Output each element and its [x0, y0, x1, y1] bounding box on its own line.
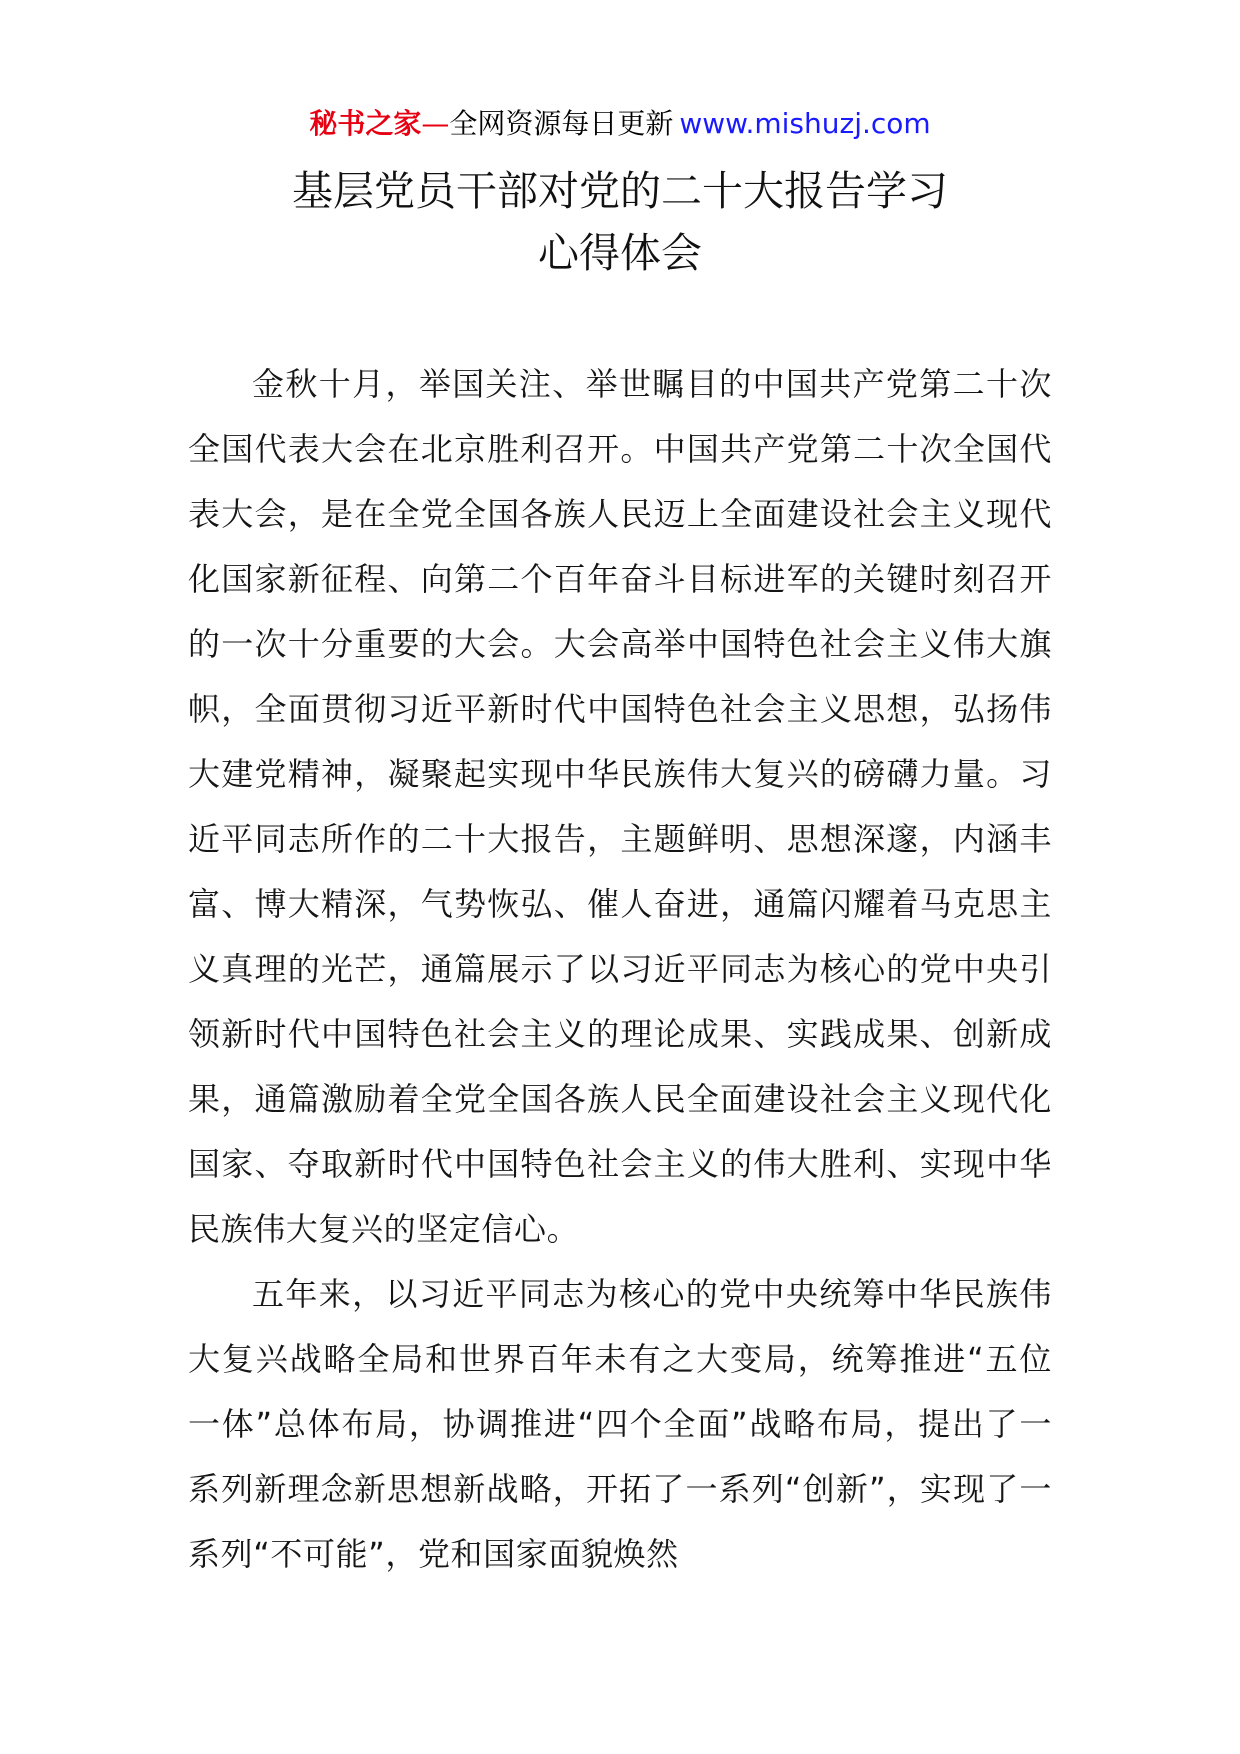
- title-line-1: 基层党员干部对党的二十大报告学习: [292, 167, 948, 215]
- document-title: [0, 160, 1240, 284]
- header-slogan: 全网资源每日更新: [449, 107, 674, 140]
- site-header: [0, 100, 1240, 148]
- header-dash: —: [421, 107, 450, 140]
- brand-name: 秘书之家: [309, 107, 422, 140]
- paragraph-1: 金秋十月，举国关注、举世瞩目的中国共产党第二十次全国代表大会在北京胜利召开。中国共产党第二十次全国代表大会，是在全党全国各族人民迈上全面建设社会主义现代化国家新征程、向第二个百年奋斗目标进军的关键时刻召开的一次十分重要的大会。大会高举中国特色社会主义伟大旗帜，全面贯彻习近平新时代中国特色社会主义思想，弘扬伟大建党精神，凝聚起实现中华民族伟大复兴的磅礴力量。习近平同志所作的二十大报告，主题鲜明、思想深邃，内涵丰富、博大精深，气势恢弘、催人奋进，通篇闪耀着马克思主义真理的光芒，通篇展示了以习近平同志为核心的党中央引领新时代中国特色社会主义的理论成果、实践成果、创新成果，通篇激励着全党全国各族人民全面建设社会主义现代化国家、夺取新时代中国特色社会主义的伟大胜利、实现中华民族伟大复兴的坚定信心。: [188, 365, 1052, 1248]
- title-line-2: 心得体会: [538, 229, 702, 277]
- site-url-link[interactable]: www.mishuzj.com: [679, 107, 931, 140]
- paragraph-2: 五年来，以习近平同志为核心的党中央统筹中华民族伟大复兴战略全局和世界百年未有之大变局，统筹推进“五位一体”总体布局，协调推进“四个全面”战略布局，提出了一系列新理念新思想新战略，开拓了一系列“创新”，实现了一系列“不可能”，党和国家面貌焕然: [188, 1275, 1052, 1573]
- document-body: [188, 352, 1052, 1587]
